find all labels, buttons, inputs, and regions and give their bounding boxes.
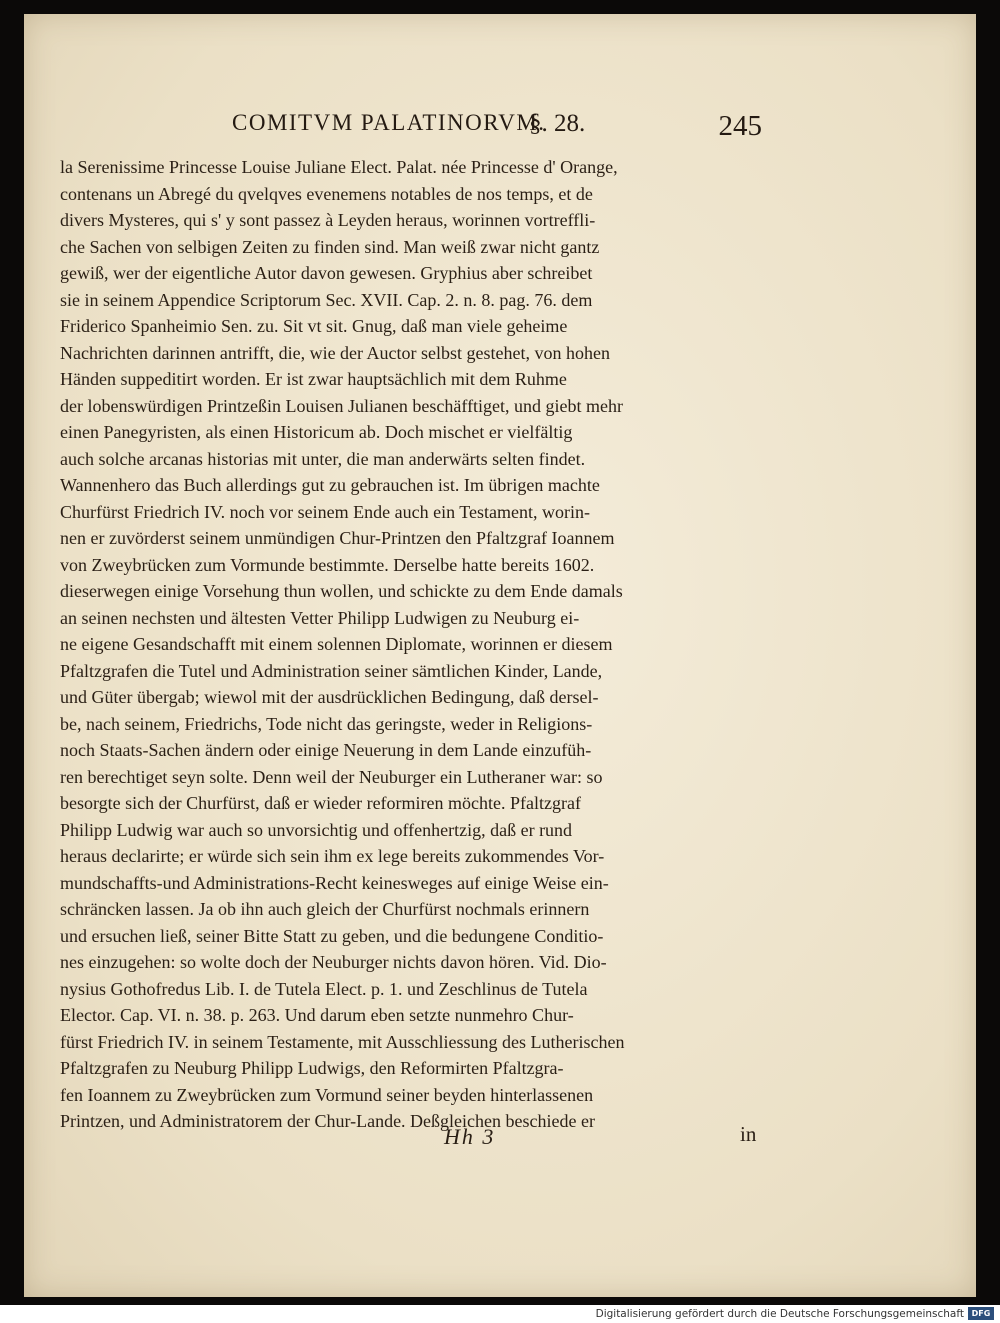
page-header xyxy=(202,110,762,150)
text-line: Friderico Spanheimio Sen. zu. Sit vt sit. Gnug, daß man viele geheime xyxy=(60,316,568,336)
text-line: ne eigene Gesandschafft mit einem solennen Diplomate, worinnen er diesem xyxy=(60,634,613,654)
text-line: gewiß, wer der eigentliche Autor davon gewesen. Gryphius aber schreibet xyxy=(60,263,593,283)
signature-mark: Hh 3 xyxy=(444,1124,496,1149)
page-number: 245 xyxy=(718,110,762,142)
text-line: auch solche arcanas historias mit unter, die man anderwärts selten findet. xyxy=(60,448,586,469)
text-line: und Güter übergab; wiewol mit der ausdrücklichen Bedingung, daß dersel- xyxy=(60,687,599,707)
credit-text: Digitalisierung gefördert durch die Deutsche Forschungsgemeinschaft xyxy=(595,1308,964,1320)
text-line: Pfaltzgrafen die Tutel und Administration seiner sämtlichen Kinder, Lande, xyxy=(60,660,603,681)
text-line: contenans un Abregé du qvelqves evenemens notables de nos temps, et de xyxy=(60,183,593,204)
text-line: nysius Gothofredus Lib. I. de Tutela Elect. p. 1. und Zeschlinus de Tutela xyxy=(60,978,588,999)
credit-bar xyxy=(0,1305,1000,1323)
text-line: besorgte sich der Churfürst, daß er wieder reformiren möchte. Pfaltzgraf xyxy=(60,793,581,813)
text-line: divers Mysteres, qui s' y sont passez à Leyden heraus, worinnen vortreffli- xyxy=(60,210,596,230)
text-line: von Zweybrücken zum Vormunde bestimmte. Derselbe hatte bereits 1602. xyxy=(60,554,595,575)
book-page xyxy=(24,14,976,1297)
text-line: an seinen nechsten und ältesten Vetter Philipp Ludwigen zu Neuburg ei- xyxy=(60,607,580,628)
text-line: Pfaltzgrafen zu Neuburg Philipp Ludwigs, den Reformirten Pfaltzgra- xyxy=(60,1058,564,1078)
text-line: mundschaffts-und Administrations-Recht keinesweges auf einige Weise ein- xyxy=(60,872,609,893)
dfg-logo: DFG xyxy=(968,1307,994,1320)
text-line: Nachrichten darinnen antrifft, die, wie der Auctor selbst gestehet, von hohen xyxy=(60,342,610,363)
text-line: sie in seinem Appendice Scriptorum Sec. XVII. Cap. 2. n. 8. pag. 76. dem xyxy=(60,289,593,310)
section-number: §. 28. xyxy=(529,110,586,137)
text-line: dieserwegen einige Vorsehung thun wollen, und schickte zu dem Ende damals xyxy=(60,581,623,601)
text-line: schräncken lassen. Ja ob ihn auch gleich der Churfürst nochmals erinnern xyxy=(60,899,590,919)
text-line: Händen suppeditirt worden. Er ist zwar hauptsächlich mit dem Ruhme xyxy=(60,369,567,389)
text-line: und ersuchen ließ, seiner Bitte Statt zu geben, und die bedungene Conditio- xyxy=(60,925,604,946)
text-line: Elector. Cap. VI. n. 38. p. 263. Und darum eben setzte nunmehro Chur- xyxy=(60,1005,574,1025)
text-line: Philipp Ludwig war auch so unvorsichtig und offenhertzig, daß er rund xyxy=(60,819,573,840)
text-line: fen Ioannem zu Zweybrücken zum Vormund seiner beyden hinterlassenen xyxy=(60,1084,594,1105)
body-text xyxy=(60,154,770,1135)
text-line: che Sachen von selbigen Zeiten zu finden sind. Man weiß zwar nicht gantz xyxy=(60,236,600,257)
text-line: Wannenhero das Buch allerdings gut zu gebrauchen ist. Im übrigen machte xyxy=(60,475,600,495)
text-line: nen er zuvörderst seinem unmündigen Chur-Printzen den Pfaltzgraf Ioannem xyxy=(60,528,615,548)
text-line: einen Panegyristen, als einen Historicum ab. Doch mischet er vielfältig xyxy=(60,422,573,442)
catchword: in xyxy=(740,1122,757,1146)
text-line: noch Staats-Sachen ändern oder einige Neuerung in dem Lande einzufüh- xyxy=(60,740,592,760)
text-line: fürst Friedrich IV. in seinem Testamente, mit Ausschliessung des Lutherischen xyxy=(60,1031,625,1052)
running-title: COMITVM PALATINORVM. xyxy=(232,110,546,135)
text-line: Churfürst Friedrich IV. noch vor seinem Ende auch ein Testament, worin- xyxy=(60,501,590,522)
text-line: heraus declarirte; er würde sich sein ihm ex lege bereits zukommendes Vor- xyxy=(60,846,605,866)
text-line: la Serenissime Princesse Louise Juliane Elect. Palat. née Princesse d' Orange, xyxy=(60,157,618,177)
text-line: be, nach seinem, Friedrichs, Tode nicht das geringste, weder in Religions- xyxy=(60,713,593,734)
text-line: ren berechtiget seyn solte. Denn weil der Neuburger ein Lutheraner war: so xyxy=(60,766,603,787)
text-line: der lobenswürdigen Printzeßin Louisen Julianen beschäfftiget, und giebt mehr xyxy=(60,395,624,416)
text-line: nes einzugehen: so wolte doch der Neuburger nichts davon hören. Vid. Dio- xyxy=(60,952,607,972)
text-line: Printzen, und Administratorem der Chur-Lande. Deßgleichen beschiede er xyxy=(60,1111,595,1131)
